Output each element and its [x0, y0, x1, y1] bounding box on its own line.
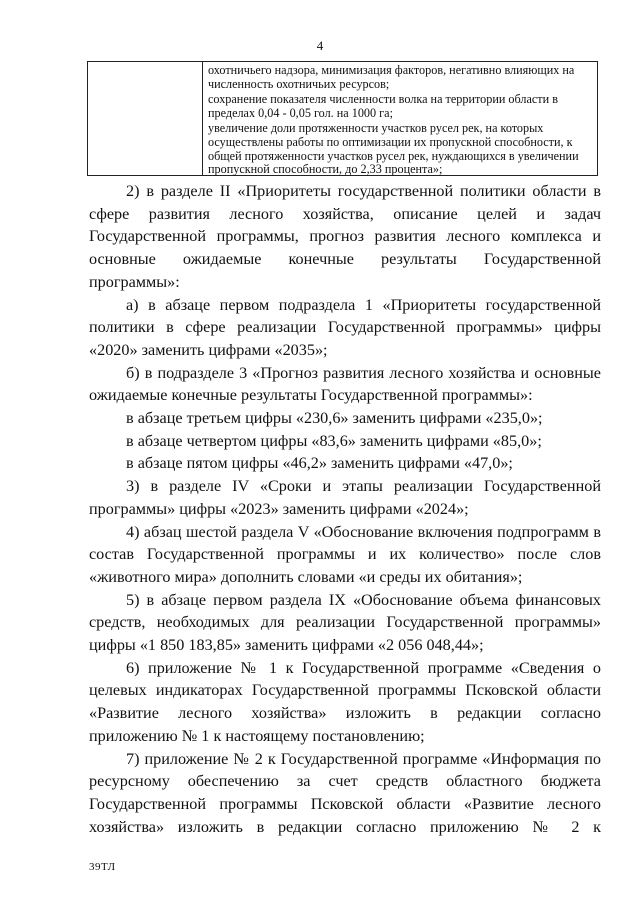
table-right-cell [203, 62, 597, 175]
table-left-cell [88, 62, 203, 175]
table-cell-text: охотничьего надзора, минимизация факторов, негативно влияющих на численность охотничьих ресурсов; [208, 63, 575, 91]
paragraph: 4) абзац шестой раздела V «Обоснование включения подпрограмм в состав Государственной программы и их количество» после слов «животного мира» дополнить словами «и среды их обитания»; [89, 522, 601, 586]
paragraph: а) в абзаце первом подраздела 1 «Приоритеты государственной политики в сфере реализации Государственной программы» цифры «2020» заменить цифрами «2035»; [89, 295, 601, 359]
document-body [89, 180, 601, 838]
continuation-table [87, 61, 598, 176]
paragraph: в абзаце пятом цифры «46,2» заменить цифрами «47,0»; [126, 454, 513, 473]
paragraph: 6) приложение № 1 к Государственной программе «Сведения о целевых индикаторах Государственной программы Псковской области «Развитие лесного хозяйства» изложить в редакции согласно приложению № 1 к настоящему постановлению; [89, 658, 601, 745]
paragraph: в абзаце третьем цифры «230,6» заменить цифрами «235,0»; [126, 409, 543, 428]
document-code: 39ТЛ [89, 861, 116, 873]
paragraph: б) в подразделе 3 «Прогноз развития лесного хозяйства и основные ожидаемые конечные результаты Государственной программы»: [89, 363, 601, 405]
table-cell-text: увеличение доли протяженности участков русел рек, на которых осуществлены работы по оптимизации их пропускной способности, к общей протяженности участков русел рек, нуждающихся в увеличении пропускной способности, до 2,33 процента»; [208, 121, 579, 177]
paragraph: 5) в абзаце первом раздела IX «Обоснование объема финансовых средств, необходимых для реализации Государственной программы» цифры «1 850 183,85» заменить цифрами «2 056 048,44»; [89, 590, 601, 655]
paragraph: в абзаце четвертом цифры «83,6» заменить цифрами «85,0»; [126, 431, 542, 450]
paragraph: 2) в разделе II «Приоритеты государственной политики области в сфере развития лесного хозяйства, описание целей и задач Государственной программы, прогноз развития лесного комплекса и основные ожидаемые конечные результаты Государственной программы»: [89, 182, 601, 291]
paragraph: 7) приложение № 2 к Государственной программе «Информация по ресурсному обеспечению за счет средств областного бюджета Государственной программы Псковской области «Развитие лесного хозяйства» изложить в редакции согласно приложению № 2 к [89, 749, 601, 836]
page-number: 4 [316, 38, 324, 53]
table-cell-text: сохранение показателя численности волка на территории области в пределах 0,04 - 0,05 гол. на 1000 га; [208, 92, 558, 120]
paragraph: 3) в разделе IV «Сроки и этапы реализации Государственной программы» цифры «2023» заменить цифрами «2024»; [89, 477, 601, 518]
